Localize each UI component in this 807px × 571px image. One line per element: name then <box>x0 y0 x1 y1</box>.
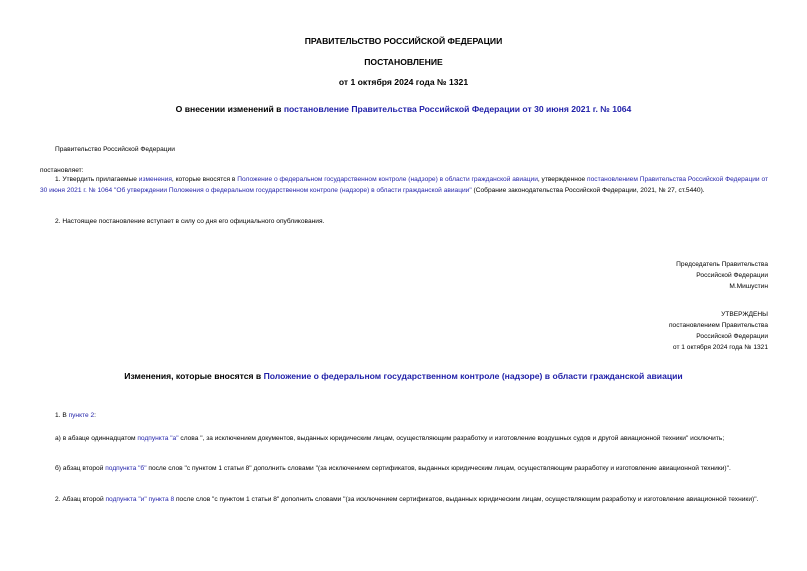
link-subpoint-b[interactable]: подпункта "б" <box>105 465 147 472</box>
link-subpoint-i-point-8[interactable]: подпункта "и" пункта 8 <box>105 496 175 503</box>
link-resolution-1064[interactable]: постановлением Правительства Российской Федерации от 30 июня 2021 г. № 1064 "Об утверждении Положения о федеральном государственном контроле (надзоре) в области гражданской авиации" <box>40 176 768 194</box>
approved-block <box>669 309 768 353</box>
approved-line-4: от 1 октября 2024 года № 1321 <box>672 344 768 351</box>
government-label: Правительство Российской Федерации <box>55 146 175 153</box>
link-changes[interactable]: изменения <box>138 176 172 183</box>
changes-title-link[interactable]: Положение о федеральном государственном контроле (надзоре) в области гражданской авиации <box>263 371 683 381</box>
doc-type-heading: ПОСТАНОВЛЕНИЕ <box>364 57 443 67</box>
signature-line-2: Российской Федерации <box>696 272 768 279</box>
approved-line-3: Российской Федерации <box>696 333 768 340</box>
title-prefix: О внесении изменений в <box>175 104 284 114</box>
paragraph-1: 1. Утвердить прилагаемые изменения, которые вносятся в Положение о федеральном государственном контроле (надзоре) в области гражданской авиации, утвержденное постановлением Правительства Российской Федерации от 30 июня 2021 г. № 1064 "Об утверждении Положения о федеральном государственном контроле (надзоре) в области гражданской авиации" (Собрание законодательства Российской Федерации, 2021, № 27, ст.5440). <box>40 176 768 194</box>
signature-block <box>676 259 768 292</box>
change-item-1b: б) абзац второй подпункта "б" после слов "с пунктом 1 статьи 8" дополнить словами "(за исключением сертификатов, выданных юридическим лицам, осуществляющим разработку и изготовление авиационной техники)". <box>55 465 731 472</box>
changes-title: Изменения, которые вносятся в Положение о федеральном государственном контроле (надзоре) в области гражданской авиации <box>124 371 683 381</box>
change-item-1: 1. В пункте 2: <box>55 412 96 419</box>
change-item-2: 2. Абзац второй подпункта "и" пункта 8 после слов "с пунктом 1 статьи 8" дополнить словами "(за исключением сертификатов, выданных юридическим лицам, осуществляющим разработку и изготовление авиационной техники)". <box>55 496 759 503</box>
title-link[interactable]: постановление Правительства Российской Федерации от 30 июня 2021 г. № 1064 <box>283 104 632 114</box>
date-number: от 1 октября 2024 года № 1321 <box>338 77 469 87</box>
link-subpoint-a[interactable]: подпункта "а" <box>137 435 179 442</box>
document-title <box>0 104 807 114</box>
link-point-2[interactable]: пункте 2 <box>68 412 95 419</box>
approved-line-1: УТВЕРЖДЕНЫ <box>721 311 768 318</box>
approved-line-2: постановлением Правительства <box>668 322 768 329</box>
link-regulation[interactable]: Положение о федеральном государственном контроле (надзоре) в области гражданской авиации <box>237 176 538 183</box>
signature-line-1: Председатель Правительства <box>676 261 768 268</box>
signature-line-3: М.Мишустин <box>729 283 768 290</box>
change-item-1a: а) в абзаце одиннадцатом подпункта "а" слова ", за исключением документов, выданных юридическим лицам, осуществляющим разработку и изготовление воздушных судов и другой авиационной техники" исключить; <box>55 435 725 442</box>
org-heading: ПРАВИТЕЛЬСТВО РОССИЙСКОЙ ФЕДЕРАЦИИ <box>304 36 503 46</box>
resolves-label: постановляет: <box>40 167 84 174</box>
paragraph-2: 2. Настоящее постановление вступает в силу со дня его официального опубликования. <box>55 218 325 225</box>
